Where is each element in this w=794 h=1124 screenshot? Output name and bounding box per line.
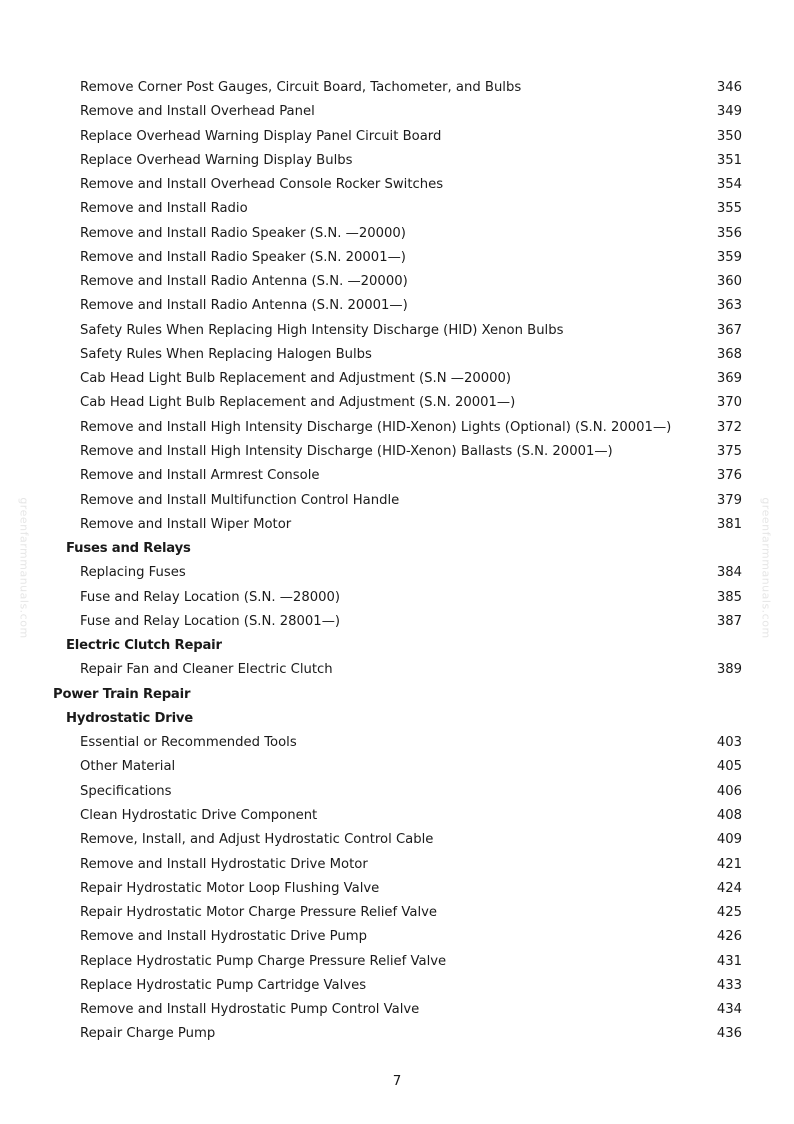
toc-entry[interactable] (0, 828, 794, 852)
toc-entry[interactable] (0, 610, 794, 634)
toc-entry[interactable] (0, 319, 794, 343)
toc-entry-page: 436 (716, 1026, 742, 1042)
toc-entry-title: Replacing Fuses (80, 565, 186, 581)
toc-entry[interactable] (0, 974, 794, 998)
toc-entry-title: Replace Hydrostatic Pump Charge Pressure Relief Valve (80, 953, 447, 969)
toc-section-heading[interactable] (0, 707, 794, 731)
toc-entry-page: 369 (716, 371, 742, 387)
toc-entry-title: Specifications (80, 783, 172, 799)
toc-entry[interactable] (0, 658, 794, 682)
toc-entry-page: 350 (716, 128, 742, 144)
toc-entry[interactable] (0, 197, 794, 221)
toc-entry-title: Remove and Install Hydrostatic Drive Motor (80, 856, 368, 872)
toc-entry-title: Repair Hydrostatic Motor Loop Flushing Valve (80, 880, 380, 896)
toc-entry-page: 356 (716, 225, 742, 241)
toc-entry[interactable] (0, 440, 794, 464)
toc-entry[interactable] (0, 901, 794, 925)
toc-entry-page: 368 (716, 346, 742, 362)
toc-entry[interactable] (0, 76, 794, 100)
toc-entry-title: Remove, Install, and Adjust Hydrostatic Control Cable (80, 832, 434, 848)
toc-entry[interactable] (0, 173, 794, 197)
toc-entry[interactable] (0, 780, 794, 804)
toc-entry[interactable] (0, 998, 794, 1022)
toc-entry-title: Remove and Install Overhead Panel (80, 104, 315, 120)
toc-entry[interactable] (0, 100, 794, 124)
toc-entry-title: Remove and Install Multifunction Control Handle (80, 492, 400, 508)
toc-section-heading[interactable] (0, 683, 794, 707)
toc-entry-title: Remove and Install Radio (80, 201, 248, 217)
toc-entry-title: Remove and Install High Intensity Discharge (HID-Xenon) Lights (Optional) (S.N. 20001—) (80, 419, 672, 435)
toc-entry-title: Remove and Install Radio Speaker (S.N. 20001—) (80, 249, 406, 265)
toc-entry-page: 351 (716, 152, 742, 168)
toc-entry-title: Electric Clutch Repair (66, 638, 222, 654)
toc-entry-page: 387 (716, 613, 742, 629)
toc-entry[interactable] (0, 731, 794, 755)
toc-entry[interactable] (0, 464, 794, 488)
toc-entry-title: Remove and Install Radio Antenna (S.N. —20000) (80, 274, 408, 290)
toc-entry-title: Remove and Install Hydrostatic Pump Control Valve (80, 1002, 420, 1018)
toc-entry-title: Fuse and Relay Location (S.N. 28001—) (80, 613, 341, 629)
toc-entry-title: Remove and Install Radio Antenna (S.N. 20001—) (80, 298, 408, 314)
toc-entry-page: 360 (716, 274, 742, 290)
toc-entry-page: 359 (716, 249, 742, 265)
toc-entry[interactable] (0, 755, 794, 779)
toc-entry[interactable] (0, 513, 794, 537)
toc-entry-title: Replace Overhead Warning Display Bulbs (80, 152, 353, 168)
toc-entry-page: 367 (716, 322, 742, 338)
toc-entry-page: 405 (716, 759, 742, 775)
toc-entry[interactable] (0, 925, 794, 949)
toc-entry-page: 384 (716, 565, 742, 581)
toc-entry-page: 433 (716, 977, 742, 993)
toc-entry-title: Repair Charge Pump (80, 1026, 216, 1042)
toc-entry[interactable] (0, 561, 794, 585)
toc-entry-title: Cab Head Light Bulb Replacement and Adjustment (S.N —20000) (80, 371, 512, 387)
toc-entry[interactable] (0, 1022, 794, 1046)
toc-entry-page: 425 (716, 905, 742, 921)
toc-entry-page: 409 (716, 832, 742, 848)
toc-entry[interactable] (0, 853, 794, 877)
toc-entry-page: 370 (716, 395, 742, 411)
toc-entry-title: Remove and Install Armrest Console (80, 468, 320, 484)
toc-entry-page: 424 (716, 880, 742, 896)
toc-entry-title: Safety Rules When Replacing High Intensity Discharge (HID) Xenon Bulbs (80, 322, 564, 338)
toc-entry-page: 408 (716, 807, 742, 823)
toc-entry[interactable] (0, 246, 794, 270)
toc-entry-title: Fuse and Relay Location (S.N. —28000) (80, 589, 341, 605)
page-number: 7 (392, 1073, 402, 1089)
toc-entry-title: Replace Hydrostatic Pump Cartridge Valves (80, 977, 367, 993)
toc-entry-title: Repair Hydrostatic Motor Charge Pressure Relief Valve (80, 905, 438, 921)
toc-entry-title: Hydrostatic Drive (66, 710, 194, 726)
toc-entry-page: 381 (716, 516, 742, 532)
toc-entry-page: 346 (716, 80, 742, 95)
toc-entry[interactable] (0, 586, 794, 610)
toc-entry-page: 421 (716, 856, 742, 872)
toc-entry-title: Repair Fan and Cleaner Electric Clutch (80, 662, 333, 678)
toc-entry-page: 403 (716, 735, 742, 751)
toc-entry[interactable] (0, 125, 794, 149)
toc-entry[interactable] (0, 391, 794, 415)
toc-entry-title: Remove and Install Overhead Console Rocker Switches (80, 177, 444, 193)
toc-entry-page: 363 (716, 298, 742, 314)
toc-entry-title: Cab Head Light Bulb Replacement and Adjustment (S.N. 20001—) (80, 395, 516, 411)
toc-section-heading[interactable] (0, 537, 794, 561)
toc-entry-title: Remove Corner Post Gauges, Circuit Board, Tachometer, and Bulbs (80, 80, 522, 95)
toc-entry-page: 354 (716, 177, 742, 193)
toc-entry[interactable] (0, 270, 794, 294)
toc-entry[interactable] (0, 877, 794, 901)
toc-entry[interactable] (0, 343, 794, 367)
toc-entry-page: 385 (716, 589, 742, 605)
toc-entry-page: 434 (716, 1002, 742, 1018)
toc-entry-page: 389 (716, 662, 742, 678)
toc-entry-title: Remove and Install Wiper Motor (80, 516, 292, 532)
toc-entry-page: 349 (716, 104, 742, 120)
toc-entry-page: 426 (716, 929, 742, 945)
toc-entry[interactable] (0, 489, 794, 513)
toc-entry-page: 372 (716, 419, 742, 435)
toc-entry-title: Remove and Install Radio Speaker (S.N. —20000) (80, 225, 406, 241)
toc-entry-page: 431 (716, 953, 742, 969)
toc-entry[interactable] (0, 416, 794, 440)
toc-entry-title: Essential or Recommended Tools (80, 735, 297, 751)
toc-entry-page: 355 (716, 201, 742, 217)
toc-entry-title: Replace Overhead Warning Display Panel Circuit Board (80, 128, 442, 144)
toc-entry-title: Remove and Install Hydrostatic Drive Pump (80, 929, 367, 945)
toc-entry-title: Safety Rules When Replacing Halogen Bulbs (80, 346, 372, 362)
toc-entry[interactable] (0, 804, 794, 828)
toc-entry-title: Power Train Repair (53, 686, 191, 702)
toc-entry[interactable] (0, 294, 794, 318)
toc-entry[interactable] (0, 222, 794, 246)
table-of-contents (0, 76, 794, 1047)
toc-entry-title: Other Material (80, 759, 176, 775)
toc-entry[interactable] (0, 950, 794, 974)
toc-entry-title: Fuses and Relays (66, 541, 191, 557)
toc-entry[interactable] (0, 149, 794, 173)
toc-entry-title: Remove and Install High Intensity Discharge (HID-Xenon) Ballasts (S.N. 20001—) (80, 443, 613, 459)
toc-entry-page: 379 (716, 492, 742, 508)
toc-entry[interactable] (0, 367, 794, 391)
toc-entry-title: Clean Hydrostatic Drive Component (80, 807, 318, 823)
toc-entry-page: 375 (716, 443, 742, 459)
toc-section-heading[interactable] (0, 634, 794, 658)
toc-entry-page: 406 (716, 783, 742, 799)
toc-entry-page: 376 (716, 468, 742, 484)
